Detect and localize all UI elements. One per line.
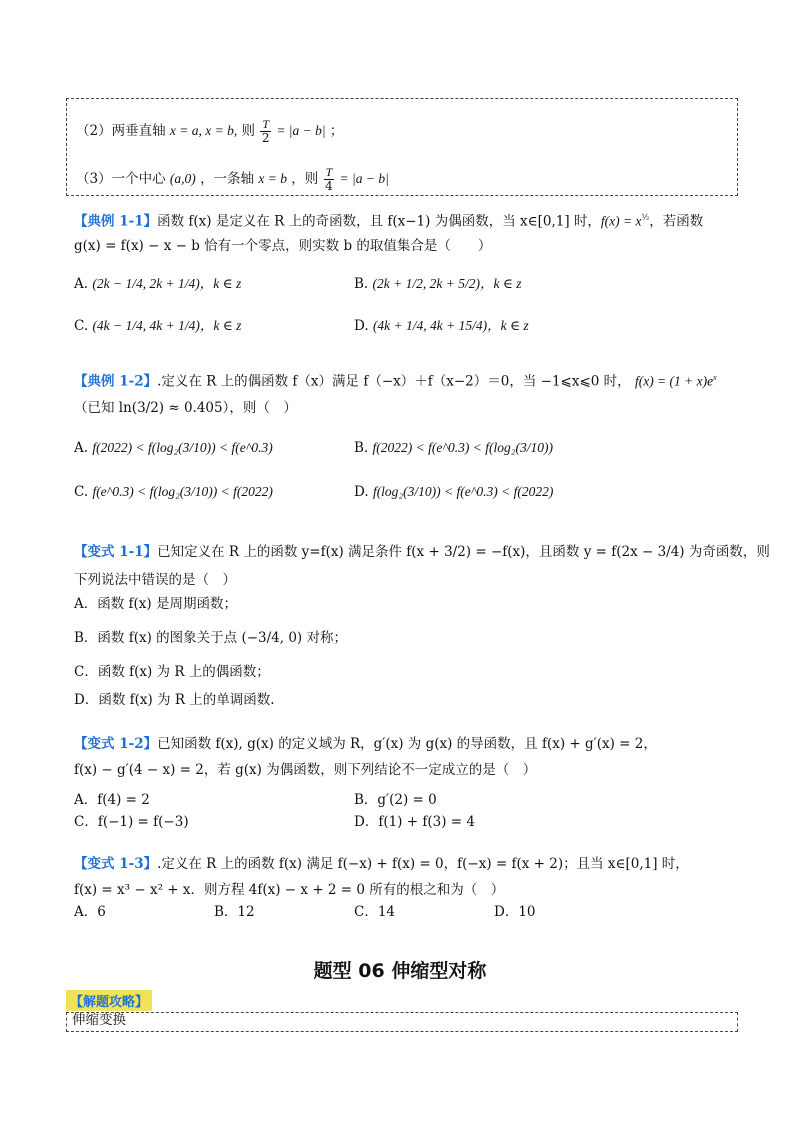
ex11-line-1: 【典例 1-1】函数 f(x) 是定义在 R 上的奇函数，且 f(x−1) 为偶函数，当 x∈[0,1] 时，$f(x) = x^{\frac{1}{2}}$，若函数	[74, 213, 704, 230]
var13-line-2: f(x) = x³ − x² + x．则方程 4f(x) − x + 2 = 0 所有的根之和为（ ）	[74, 882, 505, 898]
var13-option-c: C．14	[354, 904, 396, 920]
var12-option-a: A．f(4) = 2	[74, 792, 150, 808]
ex11-option-b: B. (2k + 1/2, 2k + 5/2)，k ∈ z	[354, 276, 522, 292]
ex12-option-c: C. f(e^0.3) < f(log₂(3/10)) < f(2022)	[74, 484, 273, 500]
var12-line-2: f(x) − g′(4 − x) = 2，若 g(x) 为偶函数，则下列结论不一定成立的是（ ）	[74, 762, 537, 778]
ex11-option-a: A. (2k − 1/4, 2k + 1/4)，k ∈ z	[74, 276, 242, 292]
ex11-option-d: D. (4k + 1/4, 4k + 15/4)，k ∈ z	[354, 318, 529, 334]
section-title: 题型 06 伸缩型对称	[313, 960, 487, 982]
strategy-tag: 【解题攻略】	[66, 990, 152, 1011]
var13-option-b: B．12	[214, 904, 255, 920]
ex12-option-a: A. f(2022) < f(log₂(3/10)) < f(e^0.3)	[74, 440, 273, 456]
ex12-line-1: 【典例 1-2】.定义在 R 上的偶函数 f（x）满足 f（−x）＋f（x−2）＝0，当 −1⩽x⩽0 时， $f(x) = (1 + x)e^x$	[74, 373, 717, 390]
var11-option-a: A．函数 f(x) 是周期函数；	[74, 596, 237, 612]
ex11-line-2: g(x) = f(x) − x − b 恰有一个零点，则实数 b 的取值集合是（ ）	[74, 238, 492, 254]
top-box-line-2: （2）两垂直轴 x = a, x = b, 则 $\frac{T}{2}$ = |a − b| ；	[76, 117, 344, 145]
var13-option-a: A．6	[74, 904, 106, 920]
ex12-option-d: D. f(log₂(3/10)) < f(e^0.3) < f(2022)	[354, 484, 554, 500]
var11-option-c: C．函数 f(x) 为 R 上的偶函数；	[74, 664, 270, 680]
top-box-line-3: （3）一个中心 (a,0) ，一条轴 x = b ，则 $\frac{T}{4}$ = |a − b|	[76, 165, 389, 193]
var12-option-b: B．g′(2) = 0	[354, 792, 437, 808]
var12-line-1: 【变式 1-2】已知函数 f(x), g(x) 的定义域为 R，g′(x) 为 g(x) 的导函数，且 f(x) + g′(x) = 2，	[74, 736, 657, 752]
strategy-box	[66, 1012, 738, 1032]
var12-option-c: C．f(−1) = f(−3)	[74, 814, 189, 830]
var13-option-d: D．10	[494, 904, 536, 920]
var11-option-d: D．函数 f(x) 为 R 上的单调函数.	[74, 692, 275, 708]
var13-line-1: 【变式 1-3】.定义在 R 上的函数 f(x) 满足 f(−x) + f(x) = 0，f(−x) = f(x + 2)；且当 x∈[0,1] 时，	[74, 856, 689, 872]
var12-option-d: D．f(1) + f(3) = 4	[354, 814, 475, 830]
ex12-line-2: （已知 ln(3/2) ≈ 0.405），则（ ）	[74, 400, 297, 416]
var11-option-b: B．函数 f(x) 的图象关于点 (−3/4, 0) 对称；	[74, 630, 347, 646]
strategy-box-text: 伸缩变换	[72, 1012, 126, 1028]
var11-line-2: 下列说法中错误的是（ ）	[74, 572, 236, 588]
var11-line-1: 【变式 1-1】已知定义在 R 上的函数 y=f(x) 满足条件 f(x + 3/2) = −f(x)，且函数 y = f(2x − 3/4) 为奇函数，则	[74, 544, 770, 560]
ex11-option-c: C. (4k − 1/4, 4k + 1/4)，k ∈ z	[74, 318, 242, 334]
ex12-option-b: B. f(2022) < f(e^0.3) < f(log₂(3/10))	[354, 440, 553, 456]
